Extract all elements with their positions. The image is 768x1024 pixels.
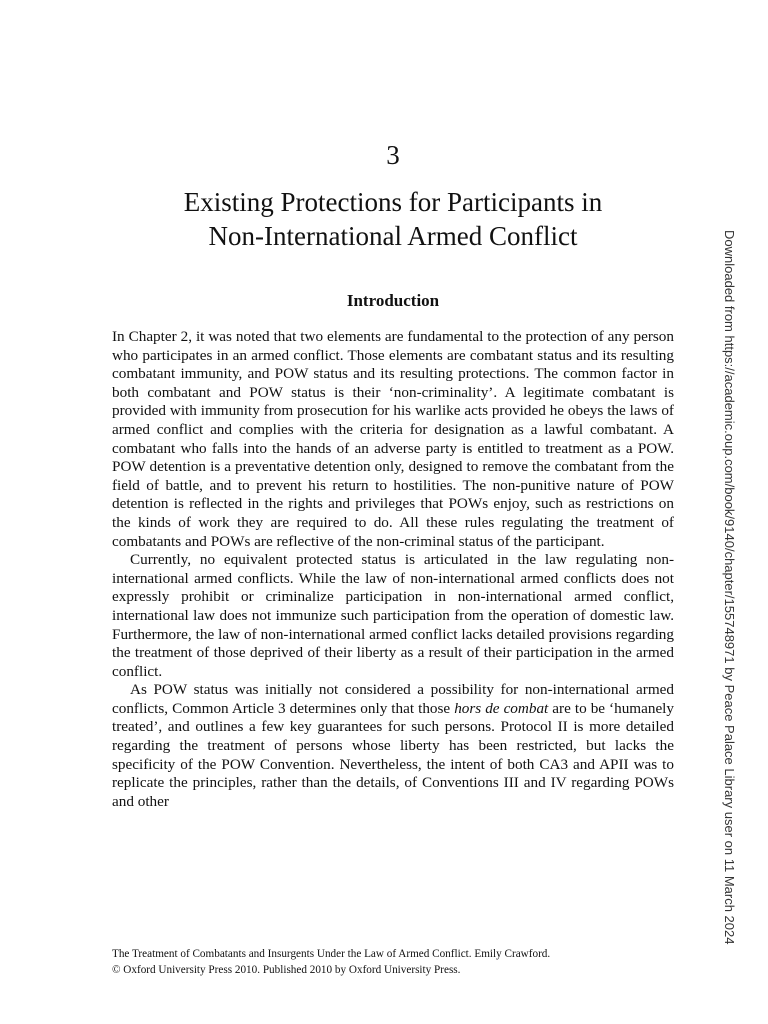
- italic-phrase: hors de combat: [454, 699, 549, 717]
- footer-citation: The Treatment of Combatants and Insurgents Under the Law of Armed Conflict. Emily Crawford.: [112, 948, 551, 960]
- chapter-title-line-1: Existing Protections for Participants in: [183, 187, 603, 217]
- body-paragraph: [112, 328, 674, 551]
- body-paragraph: [112, 681, 674, 811]
- text-run: As POW status was initially not considered a possibility for non-international armed conflicts, Common Article 3 determines only that those: [112, 681, 674, 717]
- footer-copyright: © Oxford University Press 2010. Published 2010 by Oxford University Press.: [112, 964, 461, 976]
- body-text: [112, 328, 674, 811]
- body-paragraph: [112, 551, 674, 681]
- section-heading: Introduction: [346, 291, 440, 310]
- chapter-number: 3: [386, 140, 400, 170]
- footer: [112, 946, 712, 978]
- chapter-title-line-2: Non-International Armed Conflict: [208, 221, 578, 251]
- text-run: In Chapter 2, it was noted that two elements are fundamental to the protection of any person who participates in an armed conflict. Those elements are combatant status and its resulting combatant immunity, and POW status and its resulting protections. The common factor in both combatant and POW status is their ‘non-criminality’. A legitimate combatant is provided with immunity from prosecution for his warlike acts provided he obeys the laws of armed conflict and complies with the criteria for designation as a lawful combatant. A combatant who falls into the hands of an adverse party is entitled to treatment as a POW. POW detention is a preventative detention only, designed to remove the combatant from the field of battle, and to prevent his return to hostilities. The non-punitive nature of POW detention is reflected in the rights and privileges that POWs enjoy, such as restrictions on the kinds of work they are required to do. All these rules regulating the treatment of combatants and POWs are reflective of the non-criminal status of the participant.: [112, 328, 674, 550]
- text-run: are to be ‘humanely treated’, and outlines a few key guarantees for such persons. Protocol II is more detailed regarding the treatment of persons whose liberty has been restricted, but lacks the specificity of the POW Convention. Nevertheless, the intent of both CA3 and APII was to replicate the principles, rather than the details, of Conventions III and IV regarding POWs and other: [112, 699, 674, 810]
- chapter-title: [0, 185, 768, 253]
- text-run: Currently, no equivalent protected status is articulated in the law regulating non-international armed conflicts. While the law of non-international armed conflicts does not expressly prohibit or criminalize participation in non-international armed conflict, international law does not immunize such participation from the operation of domestic law. Furthermore, the law of non-international armed conflict lacks detailed provisions regarding the treatment of those deprived of their liberty as a result of their participation in the armed conflict.: [112, 551, 674, 680]
- download-watermark: Downloaded from https://academic.oup.com/book/9140/chapter/155748971 by Peace Palace Library user on 11 March 2024: [722, 230, 737, 945]
